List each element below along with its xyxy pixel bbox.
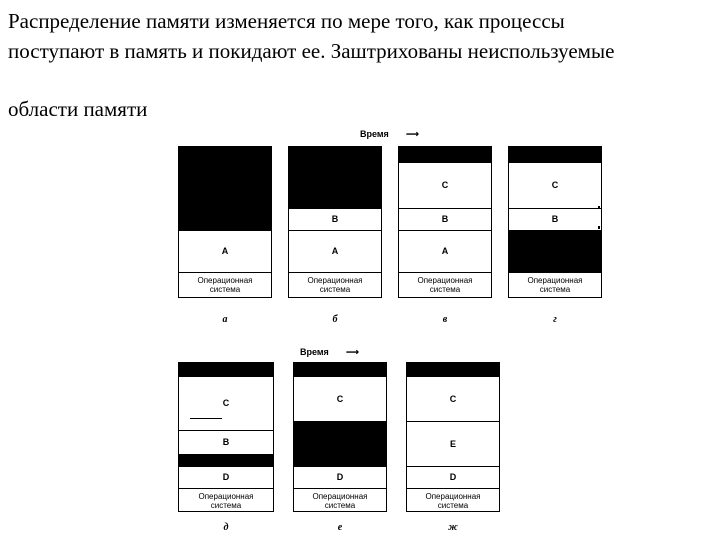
scan-mark — [598, 206, 600, 209]
memory-snapshot-zh — [406, 362, 500, 536]
panel-caption: г — [553, 314, 557, 325]
free-memory-region — [509, 230, 601, 272]
process-label: D — [222, 472, 230, 482]
memory-snapshot-b — [288, 146, 382, 328]
memory-snapshot-d — [178, 362, 274, 536]
os-label-line-2: система — [209, 285, 241, 294]
os-label-line-2: система — [429, 285, 461, 294]
process-label: A — [331, 246, 339, 256]
memory-snapshot-a — [178, 146, 272, 328]
memory-column — [293, 362, 387, 488]
memory-column — [178, 362, 274, 488]
process-region — [399, 208, 491, 230]
memory-column — [288, 146, 382, 272]
memory-snapshot-g — [508, 146, 602, 328]
free-memory-region — [179, 362, 273, 376]
time-label: Время — [300, 347, 329, 357]
panel-caption: б — [332, 314, 338, 325]
process-region — [294, 376, 386, 421]
process-region — [289, 230, 381, 272]
os-region — [398, 272, 492, 298]
title-line-1: Распределение памяти изменяется по мере того, как процессы — [8, 9, 565, 33]
panel-caption: ж — [448, 522, 458, 533]
process-label: B — [551, 214, 559, 224]
memory-snapshot-e — [293, 362, 387, 536]
free-memory-region — [399, 146, 491, 162]
os-label-line-1: Операционная — [307, 276, 363, 285]
os-label-line-2: система — [437, 501, 469, 510]
process-label: B — [222, 437, 230, 447]
os-region — [288, 272, 382, 298]
memory-snapshot-v — [398, 146, 492, 328]
process-region — [294, 466, 386, 488]
os-label-line-2: система — [319, 285, 351, 294]
process-label: D — [336, 472, 344, 482]
process-label: C — [336, 394, 344, 404]
os-label-line-1: Операционная — [417, 276, 473, 285]
os-label-line-1: Операционная — [312, 492, 368, 501]
process-region — [407, 376, 499, 421]
process-region — [179, 230, 271, 272]
title-line-3: области памяти — [8, 97, 148, 121]
free-memory-region — [407, 362, 499, 376]
os-label-line-1: Операционная — [198, 492, 254, 501]
os-region — [406, 488, 500, 512]
arrow-right-icon: ⟶ — [406, 129, 419, 139]
free-memory-region — [289, 146, 381, 208]
os-region — [293, 488, 387, 512]
process-region — [179, 430, 273, 454]
os-label-line-2: система — [539, 285, 571, 294]
os-region — [178, 488, 274, 512]
process-label: D — [449, 472, 457, 482]
panel-caption: е — [337, 522, 343, 533]
memory-column — [178, 146, 272, 272]
process-label: C — [449, 394, 457, 404]
process-region — [179, 376, 273, 430]
panel-caption: д — [223, 522, 229, 533]
free-memory-region — [179, 454, 273, 466]
free-memory-region — [294, 421, 386, 466]
time-label: Время — [360, 129, 389, 139]
process-label: C — [441, 180, 449, 190]
slide-title — [8, 6, 714, 124]
os-label-line-1: Операционная — [425, 492, 481, 501]
scan-mark — [598, 226, 600, 229]
scan-mark — [190, 418, 222, 419]
process-region — [509, 162, 601, 208]
time-arrow-top — [360, 129, 450, 141]
process-label: C — [222, 398, 230, 408]
process-region — [399, 162, 491, 208]
process-label: B — [441, 214, 449, 224]
panel-caption: в — [442, 314, 448, 325]
process-region — [399, 230, 491, 272]
memory-column — [406, 362, 500, 488]
os-label-line-2: система — [324, 501, 356, 510]
os-region — [508, 272, 602, 298]
process-label: A — [441, 246, 449, 256]
time-arrow-bottom — [300, 347, 390, 359]
free-memory-region — [294, 362, 386, 376]
os-label-line-1: Операционная — [197, 276, 253, 285]
process-region — [509, 208, 601, 230]
arrow-right-icon: ⟶ — [346, 347, 359, 357]
panel-caption: а — [222, 314, 228, 325]
process-label: E — [449, 439, 456, 449]
process-region — [179, 466, 273, 488]
free-memory-region — [179, 146, 271, 230]
process-label: C — [551, 180, 559, 190]
process-region — [407, 421, 499, 466]
memory-column — [508, 146, 602, 272]
os-region — [178, 272, 272, 298]
memory-column — [398, 146, 492, 272]
title-line-2: поступают в память и покидают ее. Заштрихованы неиспользуемые — [8, 39, 615, 63]
process-region — [407, 466, 499, 488]
os-label-line-2: система — [210, 501, 242, 510]
free-memory-region — [509, 146, 601, 162]
process-label: A — [221, 246, 229, 256]
process-region — [289, 208, 381, 230]
process-label: B — [331, 214, 339, 224]
os-label-line-1: Операционная — [527, 276, 583, 285]
